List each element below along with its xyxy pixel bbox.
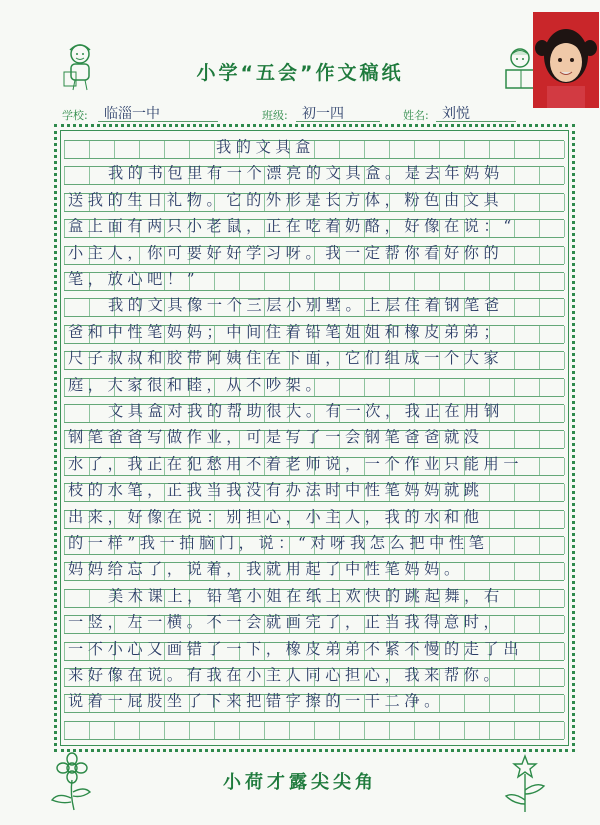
- grid-cell-divider: [414, 722, 415, 739]
- essay-line: 钢笔爸爸写做作业，可是写了一会钢笔爸爸就没: [68, 428, 484, 447]
- grid-cell-divider: [64, 299, 65, 316]
- grid-cell-divider: [564, 669, 565, 686]
- essay-line: 送我的生日礼物。它的外形是长方体，粉色由文具: [68, 190, 504, 209]
- grid-cell-divider: [64, 141, 65, 158]
- grid-cell-divider: [564, 273, 565, 290]
- grid-cell-divider: [64, 669, 65, 686]
- essay-line: 笔，放心吧！”: [68, 270, 200, 288]
- grid-cell-divider: [264, 722, 265, 739]
- grid-cell-divider: [339, 722, 340, 739]
- essay-line: 来好像在说。有我在小主人同心担心，我来帮你。: [68, 666, 504, 684]
- grid-cell-divider: [64, 273, 65, 290]
- grid-cell-divider: [564, 326, 565, 343]
- grid-cell-divider: [64, 511, 65, 528]
- name-value: 刘悦: [442, 106, 470, 122]
- grid-cell-divider: [64, 431, 65, 448]
- essay-line: 出来，好像在说：别担心，小主人，我的水和他: [68, 507, 484, 526]
- grid-cell-divider: [64, 194, 65, 211]
- grid-cell-divider: [564, 511, 565, 528]
- grid-cell-divider: [64, 379, 65, 396]
- grid-cell-divider: [64, 590, 65, 607]
- grid-cell-divider: [64, 326, 65, 343]
- grid-cell-divider: [564, 537, 565, 554]
- page-title: 小学“五会”作文稿纸: [196, 62, 404, 84]
- grid-cell-divider: [364, 722, 365, 739]
- grid-cell-divider: [189, 722, 190, 739]
- grid-cell-divider: [314, 722, 315, 739]
- grid-cell-divider: [564, 220, 565, 237]
- info-row: [0, 104, 600, 126]
- student-photo: [533, 12, 599, 108]
- class-label: 班级:: [262, 109, 288, 122]
- grid-cell-divider: [389, 722, 390, 739]
- grid-cell-divider: [464, 722, 465, 739]
- grid-cell-divider: [489, 722, 490, 739]
- essay-line: 枝的水笔，正我当我没有办法时中性笔妈妈就跳: [68, 481, 484, 500]
- grid-cell-divider: [64, 458, 65, 475]
- grid-cell-divider: [514, 722, 515, 739]
- grid-cell-divider: [64, 484, 65, 501]
- grid-cell-divider: [64, 352, 65, 369]
- essay-line: 水了，我正在犯愁用不着老师说，一个作业只能用一: [68, 454, 524, 473]
- grid-cell-divider: [164, 722, 165, 739]
- grid-cell-divider: [64, 167, 65, 184]
- grid-cell-divider: [64, 537, 65, 554]
- school-value: 临淄一中: [104, 106, 160, 122]
- essay-line: 一竖，左一横。不一会就画完了，正当我得意时，: [68, 613, 504, 632]
- grid-cell-divider: [564, 563, 565, 580]
- grid-cell-divider: [139, 722, 140, 739]
- grid-cell-divider: [64, 722, 65, 739]
- essay-line: 庭，大家很和睦，从不吵架。: [68, 375, 326, 394]
- essay-line: 的一样”我一拍脑门，说：“对呀我怎么把中性笔: [68, 534, 489, 552]
- essay-line: 我的书包里有一个漂亮的文具盒。是去年妈妈: [108, 164, 504, 183]
- essay-line: 美术课上，铅笔小姐在纸上欢快的跳起舞，右: [108, 586, 504, 605]
- grid-cell-divider: [64, 563, 65, 580]
- essay-line: 盒上面有两只小老鼠，正在吃着奶酪，好像在说：“: [68, 217, 516, 236]
- grid-cell-divider: [289, 722, 290, 739]
- essay-line: 爸和中性笔妈妈；中间住着铅笔姐姐和橡皮弟弟；: [68, 322, 504, 341]
- grid-cell-divider: [564, 194, 565, 211]
- grid-cell-divider: [539, 722, 540, 739]
- essay-line: 一不小心又画错了一下，橡皮弟弟不紧不慢的走了出: [68, 639, 524, 658]
- grid-cell-divider: [564, 722, 565, 739]
- name-label: 姓名:: [403, 109, 429, 122]
- grid-cell-divider: [564, 458, 565, 475]
- grid-cell-divider: [564, 431, 565, 448]
- essay-line: 文具盒对我的帮助很大。有一次，我正在用钢: [108, 402, 504, 420]
- grid-cell-divider: [564, 643, 565, 660]
- essay-line: 尺子叔叔和胶带阿姨住在下面，它们组成一个大家: [68, 349, 504, 368]
- school-underline: [98, 121, 218, 122]
- footer-slogan: 小荷才露尖尖角: [223, 772, 377, 793]
- essay-line: 我的文具像一个三层小别墅。上层住着钢笔爸: [108, 296, 504, 315]
- essay-line: 小主人，你可要好好学习呀。我一定帮你看好你的: [68, 243, 504, 262]
- grid-cell-divider: [64, 695, 65, 712]
- grid-cell-divider: [89, 722, 90, 739]
- class-value: 初一四: [302, 106, 344, 122]
- grid-cell-divider: [114, 722, 115, 739]
- grid-row: [64, 721, 564, 740]
- grid-cell-divider: [564, 695, 565, 712]
- grid-cell-divider: [64, 616, 65, 633]
- grid-cell-divider: [564, 247, 565, 264]
- grid-cell-divider: [564, 352, 565, 369]
- grid-cell-divider: [64, 247, 65, 264]
- grid-cell-divider: [439, 722, 440, 739]
- grid-cell-divider: [214, 722, 215, 739]
- grid-cell-divider: [64, 405, 65, 422]
- grid-cell-divider: [564, 616, 565, 633]
- grid-cell-divider: [239, 722, 240, 739]
- grid-cell-divider: [64, 643, 65, 660]
- name-underline: [436, 121, 516, 122]
- class-underline: [296, 121, 380, 122]
- essay-line: 说着一屁股坐了下来把错字擦的一干二净。: [68, 692, 444, 711]
- grid-cell-divider: [564, 484, 565, 501]
- school-label: 学校:: [62, 109, 88, 122]
- essay-title: 我的文具盒: [216, 138, 315, 156]
- grid-cell-divider: [64, 220, 65, 237]
- essay-line: 妈妈给忘了，说着，我就用起了中性笔妈妈。: [68, 560, 464, 579]
- grid-cell-divider: [564, 379, 565, 396]
